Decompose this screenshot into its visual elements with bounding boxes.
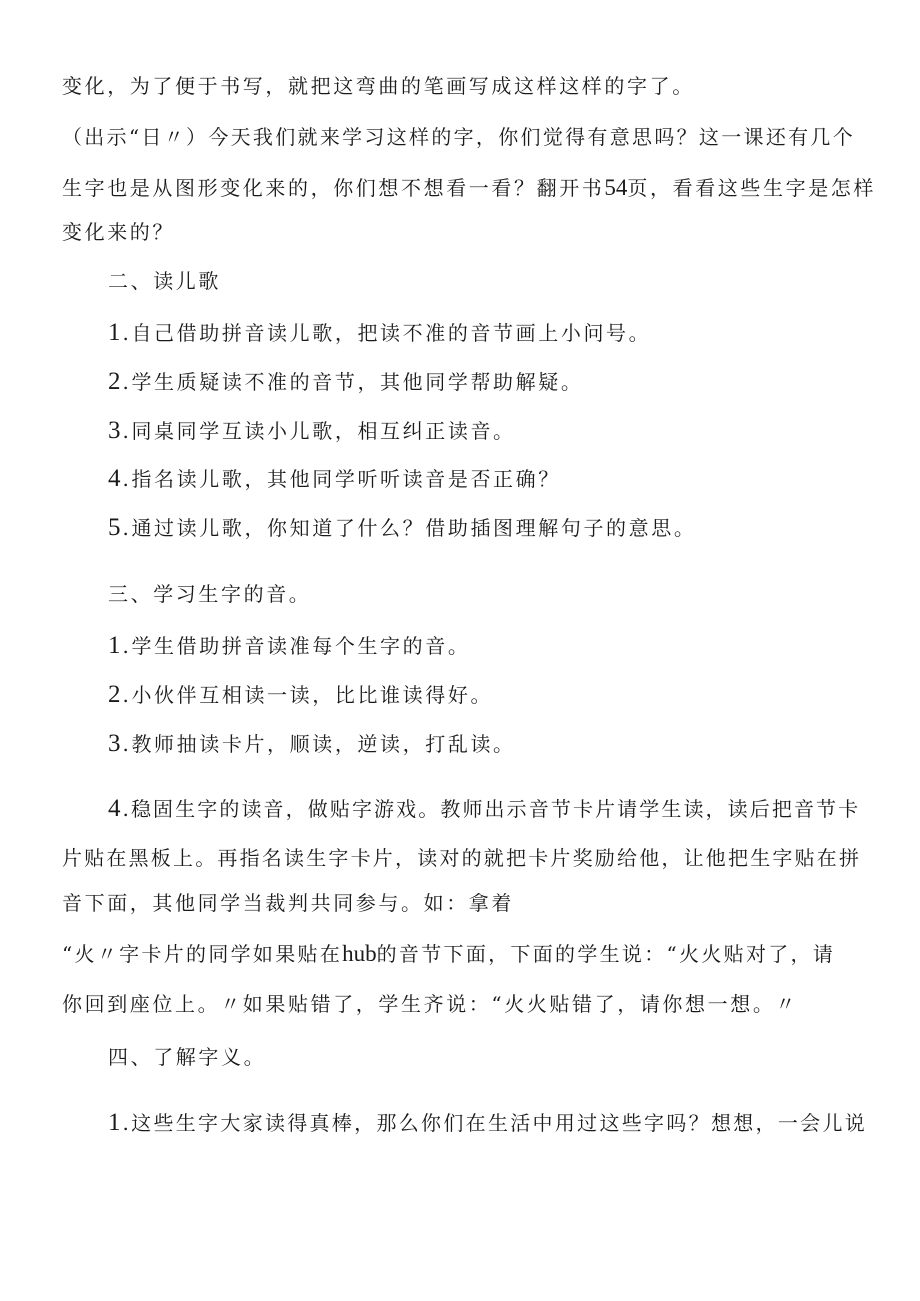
item-text: .学生借助拼音读准每个生字的音。 [122, 634, 471, 658]
list-item [108, 731, 516, 757]
pinyin-word: hub [342, 941, 377, 966]
item-text: .这些生字大家读得真棒，那么你们在生活中用过这些字吗？想想，一会儿说 [122, 1111, 868, 1135]
item-number: 4 [108, 795, 121, 822]
list-item [108, 796, 860, 822]
list-item [108, 369, 583, 395]
heading-text: 二、读儿歌 [108, 269, 221, 293]
paragraph-line [62, 124, 855, 150]
list-item [108, 418, 516, 444]
section-heading [108, 268, 221, 294]
paragraph-line [62, 991, 798, 1017]
item-text: .指名读儿歌，其他同学听听读音是否正确？ [122, 467, 561, 491]
text-span: 变化，为了便于书写，就把这弯曲的笔画写成这样这样的字了。 [62, 74, 695, 98]
item-text: .通过读儿歌，你知道了什么？借助插图理解句子的意思。 [122, 516, 697, 540]
section-heading [108, 1044, 266, 1070]
paragraph-line [62, 845, 861, 871]
item-text: .小伙伴互相读一读，比比谁读得好。 [122, 683, 494, 707]
text-span: 音下面，其他同学当裁判共同参与。如：拿着 [62, 891, 514, 915]
heading-text: 四、了解字义。 [108, 1045, 267, 1069]
item-text: .稳固生字的读音，做贴字游戏。教师出示音节卡片请学生读，读后把音节卡 [122, 797, 861, 821]
text-span: 你回到座位上。〃如果贴错了，学生齐说：“火火贴错了，请你想一想。〃 [62, 992, 799, 1016]
list-item [108, 466, 561, 492]
item-text: .学生质疑读不准的音节，其他同学帮助解疑。 [122, 370, 584, 394]
text-span: 的音节下面，下面的学生说：“火火贴对了，请 [376, 942, 836, 966]
text-span: 变化来的？ [62, 220, 175, 244]
item-text: .教师抽读卡片，顺读，逆读，打乱读。 [122, 732, 516, 756]
page-number: 54 [604, 175, 628, 200]
item-number: 2 [108, 368, 121, 395]
paragraph-line [62, 941, 835, 967]
item-number: 5 [108, 514, 121, 541]
item-number: 3 [108, 730, 121, 757]
section-heading [108, 581, 311, 607]
list-item [108, 1110, 867, 1136]
item-number: 3 [108, 417, 121, 444]
list-item [108, 320, 651, 346]
paragraph-line [62, 175, 876, 201]
text-span: 片贴在黑板上。再指名读生字卡片，读对的就把卡片奖励给他，让他把生字贴在拼 [62, 846, 862, 870]
list-item [108, 515, 696, 541]
item-number: 1 [108, 1109, 121, 1136]
item-text: .同桌同学互读小儿歌，相互纠正读音。 [122, 419, 516, 443]
item-number: 1 [108, 632, 121, 659]
item-number: 1 [108, 319, 121, 346]
paragraph-line [62, 73, 695, 99]
text-span: “火〃字卡片的同学如果贴在 [62, 942, 343, 966]
item-text: .自己借助拼音读儿歌，把读不准的音节画上小问号。 [122, 321, 652, 345]
paragraph-line [62, 219, 175, 245]
paragraph-line [62, 890, 514, 916]
list-item [108, 682, 493, 708]
item-number: 4 [108, 465, 121, 492]
text-span: （出示“日〃）今天我们就来学习这样的字，你们觉得有意思吗？这一课还有几个 [62, 125, 856, 149]
item-number: 2 [108, 681, 121, 708]
text-span: 生字也是从图形变化来的，你们想不想看一看？翻开书 [62, 176, 605, 200]
text-span: 页，看看这些生字是怎样 [627, 176, 877, 200]
list-item [108, 633, 470, 659]
heading-text: 三、学习生字的音。 [108, 582, 312, 606]
